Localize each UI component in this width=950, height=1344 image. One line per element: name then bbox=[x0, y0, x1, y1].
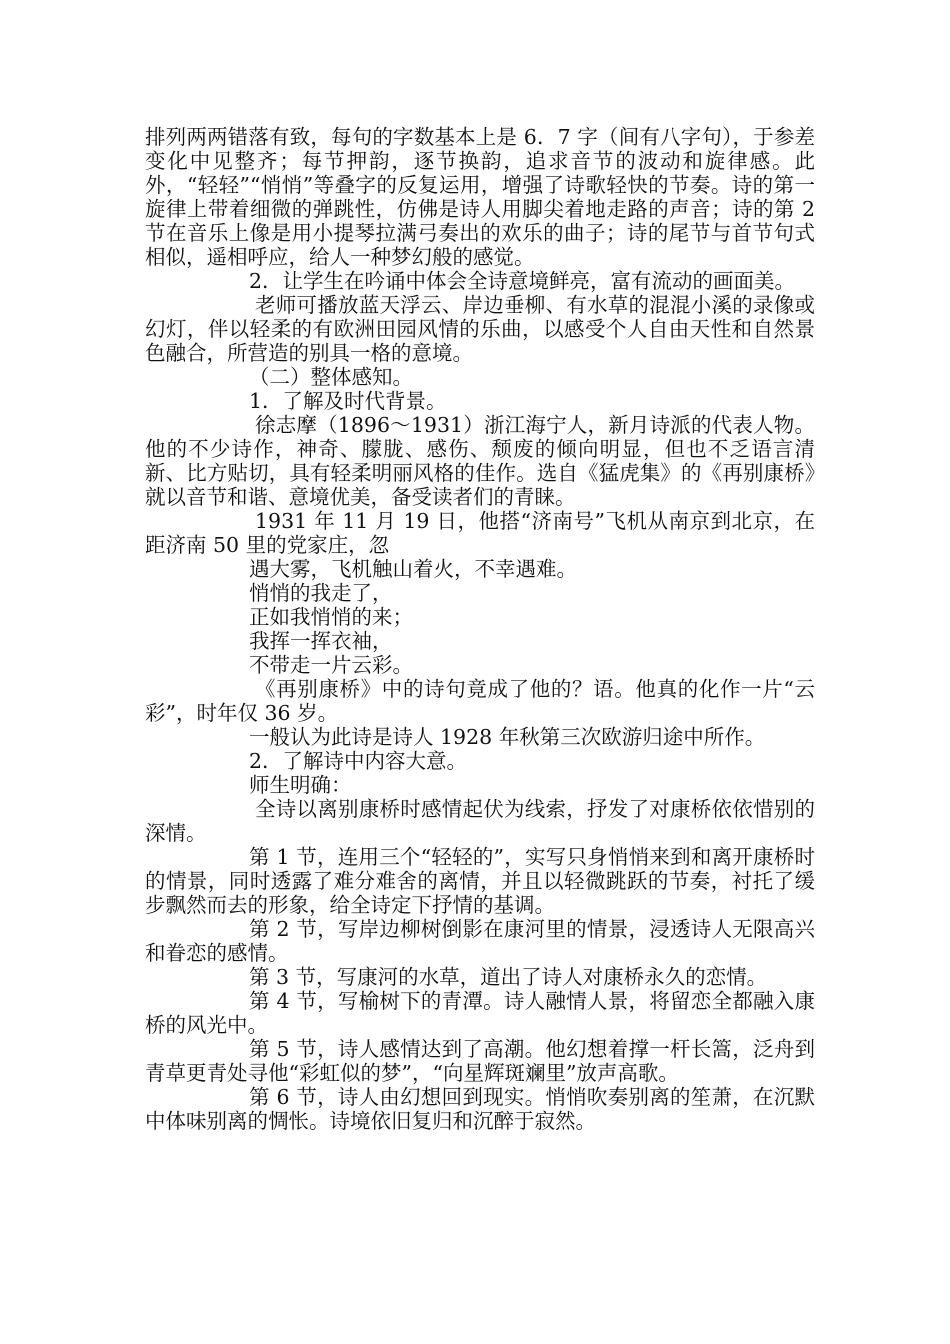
paragraph-composition-date: 一般认为此诗是诗人 1928 年秋第三次欧游归途中所作。 bbox=[249, 725, 766, 749]
paragraph-teacher-media: 老师可播放蓝天浮云、岸边垂柳、有水草的混混小溪的录像或幻灯，伴以轻柔的有欧洲田园风情的乐曲，以感受个人自由天性和自然景色融合，所营造的别具一格的意境。 bbox=[145, 293, 815, 365]
paragraph-stanza-6: 第 6 节，诗人由幻想回到现实。悄悄吹奏别离的笙萧，在沉默中体味别离的惆怅。诗境依旧复归和沉醉于寂然。 bbox=[145, 1085, 815, 1133]
paragraph-stanza-2: 第 2 节，写岸边柳树倒影在康河里的情景，浸透诗人无限高兴和眷恋的感情。 bbox=[145, 917, 815, 965]
poem-line-1: 悄悄的我走了， bbox=[249, 581, 393, 605]
paragraph-stanza-5: 第 5 节，诗人感情达到了高潮。他幻想着撑一杆长篙，泛舟到青草更青处寻他“彩虹似的梦”，“向星辉斑斓里”放声高歌。 bbox=[145, 1037, 815, 1085]
poem-line-2: 正如我悄悄的来； bbox=[249, 605, 413, 629]
paragraph-point-2: 2．让学生在吟诵中体会全诗意境鲜亮，富有流动的画面美。 bbox=[249, 269, 796, 293]
paragraph-author-bio: 徐志摩（1896～1931）浙江海宁人，新月诗派的代表人物。他的不少诗作，神奇、朦胧、感伤、颓废的倾向明显，但也不乏语言清新、比方贴切，具有轻柔明丽风格的佳作。选自《猛虎集》的《再别康桥》就以音节和谐、意境优美，备受读者们的青睐。 bbox=[145, 413, 815, 509]
poem-line-4: 不带走一片云彩。 bbox=[249, 653, 413, 677]
paragraph-accident-cont: 遇大雾，飞机触山着火，不幸遇难。 bbox=[249, 557, 577, 581]
paragraph-theme: 全诗以离别康桥时感情起伏为线索，抒发了对康桥依依惜别的深情。 bbox=[145, 797, 815, 845]
paragraph-point-2-content: 2．了解诗中内容大意。 bbox=[249, 749, 468, 773]
paragraph-point-1-background: 1．了解及时代背景。 bbox=[249, 389, 447, 413]
paragraph-stanza-3: 第 3 节，写康河的水草，道出了诗人对康桥永久的恋情。 bbox=[249, 965, 768, 989]
document-body bbox=[145, 125, 815, 1133]
poem-line-3: 我挥一挥衣袖， bbox=[249, 629, 393, 653]
paragraph-rhythm: 排列两两错落有致，每句的字数基本上是 6．7 字（间有八字句），于参差变化中见整齐；每节押韵，逐节换韵，追求音节的波动和旋律感。此外，“轻轻”“悄悄”等叠字的反复运用，增强了诗歌轻快的节奏。诗的第一旋律上带着细微的弹跳性，仿佛是诗人用脚尖着地走路的声音；诗的第 2 节在音乐上像是用小提琴拉满弓奏出的欢乐的曲子；诗的尾节与首节句式相似，遥相呼应，给人一种梦幻般的感觉。 bbox=[145, 125, 815, 269]
paragraph-accident: 1931 年 11 月 19 日，他搭“济南号”飞机从南京到北京，在距济南 50 里的党家庄，忽 bbox=[145, 509, 815, 557]
paragraph-last-words: 《再别康桥》中的诗句竟成了他的？语。他真的化作一片“云彩”，时年仅 36 岁。 bbox=[145, 677, 815, 725]
paragraph-clarify: 师生明确： bbox=[249, 773, 352, 797]
section-heading-overall: （二）整体感知。 bbox=[249, 365, 413, 389]
paragraph-stanza-1: 第 1 节，连用三个“轻轻的”，实写只身悄悄来到和离开康桥时的情景，同时透露了难分难舍的离情，并且以轻微跳跃的节奏，衬托了缓步飘然而去的形象，给全诗定下抒情的基调。 bbox=[145, 845, 815, 917]
paragraph-stanza-4: 第 4 节，写榆树下的青潭。诗人融情人景，将留恋全都融入康桥的风光中。 bbox=[145, 989, 815, 1037]
